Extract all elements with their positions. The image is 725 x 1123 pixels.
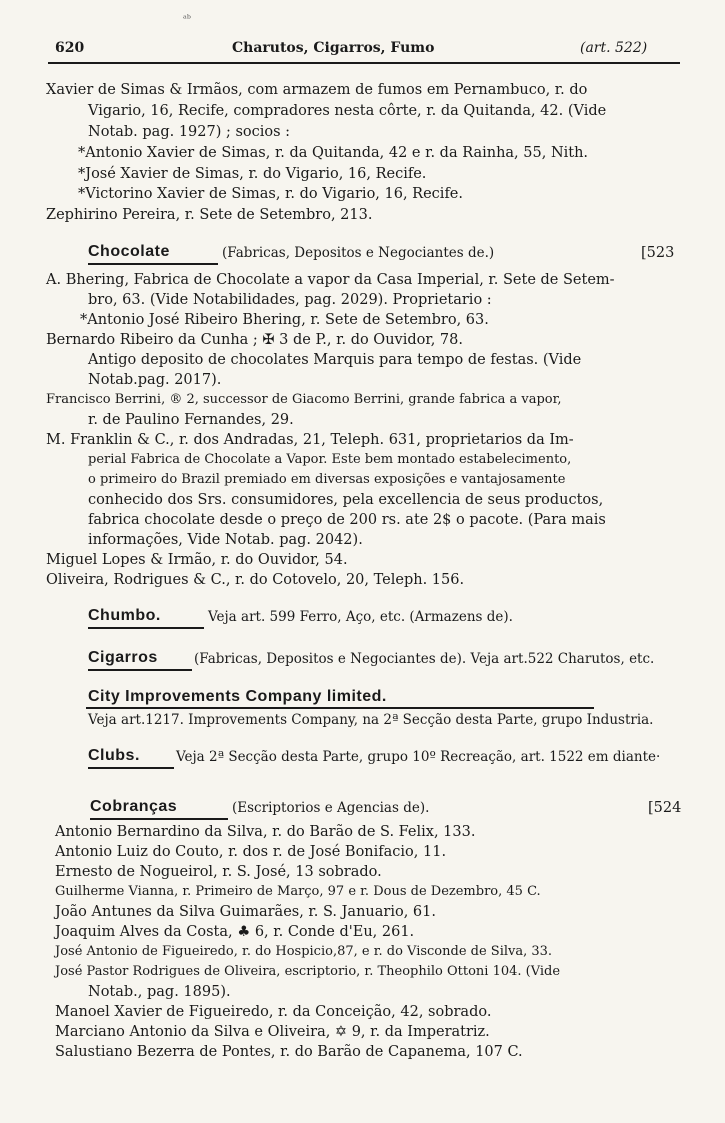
intro-line: Vigario, 16, Recife, compradores nesta côrte, r. da Quitanda, 42. (Vide [88, 103, 607, 119]
cobrancas-line: João Antunes da Silva Guimarães, r. S. Januario, 61. [55, 904, 436, 920]
section-number-chocolate: [523 [641, 245, 675, 261]
intro-line: Zephirino Pereira, r. Sete de Setembro, 213. [46, 207, 373, 223]
cobrancas-line: Joaquim Alves da Costa, ♣ 6, r. Conde d'Eu, 261. [55, 924, 415, 940]
section-underline [88, 767, 174, 769]
chocolate-line: M. Franklin & C., r. dos Andradas, 21, Teleph. 631, proprietarios da Im- [46, 432, 574, 448]
page-title: Charutos, Cigarros, Fumo [232, 40, 435, 56]
chocolate-line: A. Bhering, Fabrica de Chocolate a vapor da Casa Imperial, r. Sete de Setem- [46, 272, 615, 288]
chocolate-line: o primeiro do Brazil premiado em diversas exposições e vantajosamente [88, 472, 566, 487]
intro-line: *Victorino Xavier de Simas, r. do Vigario, 16, Recife. [78, 186, 464, 202]
chumbo-text: Veja art. 599 Ferro, Aço, etc. (Armazens de). [208, 609, 513, 625]
intro-line: *José Xavier de Simas, r. do Vigario, 16, Recife. [78, 166, 427, 182]
cobrancas-line: Guilherme Vianna, r. Primeiro de Março, 97 e r. Dous de Dezembro, 45 C. [55, 884, 541, 899]
chocolate-line: Francisco Berrini, ® 2, successor de Giacomo Berrini, grande fabrica a vapor, [46, 392, 562, 407]
section-title-cobrancas: Cobranças [90, 798, 178, 815]
section-title-clubs: Clubs. [88, 747, 140, 764]
corner-mark: ᵃᵇ [183, 14, 191, 25]
chocolate-line: Notab.pag. 2017). [88, 372, 222, 388]
section-subtitle-chocolate: (Fabricas, Depositos e Negociantes de.) [222, 245, 495, 261]
cobrancas-line: Ernesto de Nogueirol, r. S. José, 13 sobrado. [55, 864, 382, 880]
chocolate-line: conhecido dos Srs. consumidores, pela excellencia de seus productos, [88, 492, 604, 508]
section-underline [88, 263, 218, 265]
page-number: 620 [55, 40, 85, 56]
section-underline [86, 707, 594, 709]
article-ref: (art. 522) [580, 40, 648, 56]
intro-line: Xavier de Simas & Irmãos, com armazem de fumos em Pernambuco, r. do [46, 82, 588, 98]
cobrancas-line: José Pastor Rodrigues de Oliveira, escriptorio, r. Theophilo Ottoni 104. (Vide [55, 964, 561, 979]
cobrancas-line: Antonio Luiz do Couto, r. dos r. de José Bonifacio, 11. [55, 844, 447, 860]
chocolate-line: r. de Paulino Fernandes, 29. [88, 412, 294, 428]
cobrancas-line: Antonio Bernardino da Silva, r. do Barão de S. Felix, 133. [55, 824, 476, 840]
intro-line: *Antonio Xavier de Simas, r. da Quitanda, 42 e r. da Rainha, 55, Nith. [78, 145, 589, 161]
section-underline [90, 818, 228, 820]
section-underline [88, 627, 204, 629]
section-number-cobrancas: [524 [648, 800, 682, 816]
chocolate-line: bro, 63. (Vide Notabilidades, pag. 2029). Proprietario : [88, 292, 492, 308]
cobrancas-line: Marciano Antonio da Silva e Oliveira, ✡ 9, r. da Imperatriz. [55, 1024, 490, 1040]
cobrancas-line: Notab., pag. 1895). [88, 984, 231, 1000]
section-title-cigarros: Cigarros [88, 649, 158, 666]
chocolate-line: Oliveira, Rodrigues & C., r. do Cotovelo, 20, Teleph. 156. [46, 572, 465, 588]
chocolate-line: Antigo deposito de chocolates Marquis para tempo de festas. (Vide [88, 352, 582, 368]
section-title-chocolate: Chocolate [88, 243, 170, 260]
cobrancas-line: Salustiano Bezerra de Pontes, r. do Barão de Capanema, 107 C. [55, 1044, 523, 1060]
chocolate-line: Miguel Lopes & Irmão, r. do Ouvidor, 54. [46, 552, 348, 568]
section-subtitle-cobrancas: (Escriptorios e Agencias de). [232, 800, 430, 816]
header-rule [48, 62, 680, 64]
chocolate-line: informações, Vide Notab. pag. 2042). [88, 532, 363, 548]
chocolate-line: fabrica chocolate desde o preço de 200 rs. ate 2$ o pacote. (Para mais [88, 512, 606, 528]
section-title-city: City Improvements Company limited. [88, 688, 387, 705]
section-title-chumbo: Chumbo. [88, 607, 161, 624]
cobrancas-line: Manoel Xavier de Figueiredo, r. da Conceição, 42, sobrado. [55, 1004, 492, 1020]
section-underline [88, 669, 192, 671]
cigarros-text: (Fabricas, Depositos e Negociantes de). Veja art.522 Charutos, etc. [194, 651, 655, 667]
city-text: Veja art.1217. Improvements Company, na 2ª Secção desta Parte, grupo Industria. [88, 712, 654, 728]
chocolate-line: *Antonio José Ribeiro Bhering, r. Sete de Setembro, 63. [80, 312, 489, 328]
cobrancas-line: José Antonio de Figueiredo, r. do Hospicio,87, e r. do Visconde de Silva, 33. [55, 944, 553, 959]
intro-line: Notab. pag. 1927) ; socios : [88, 124, 291, 140]
chocolate-line: perial Fabrica de Chocolate a Vapor. Este bem montado estabelecimento, [88, 452, 572, 467]
clubs-text: Veja 2ª Secção desta Parte, grupo 10º Recreação, art. 1522 em diante· [176, 749, 661, 765]
chocolate-line: Bernardo Ribeiro da Cunha ; ✠ 3 de P., r. do Ouvidor, 78. [46, 332, 463, 348]
